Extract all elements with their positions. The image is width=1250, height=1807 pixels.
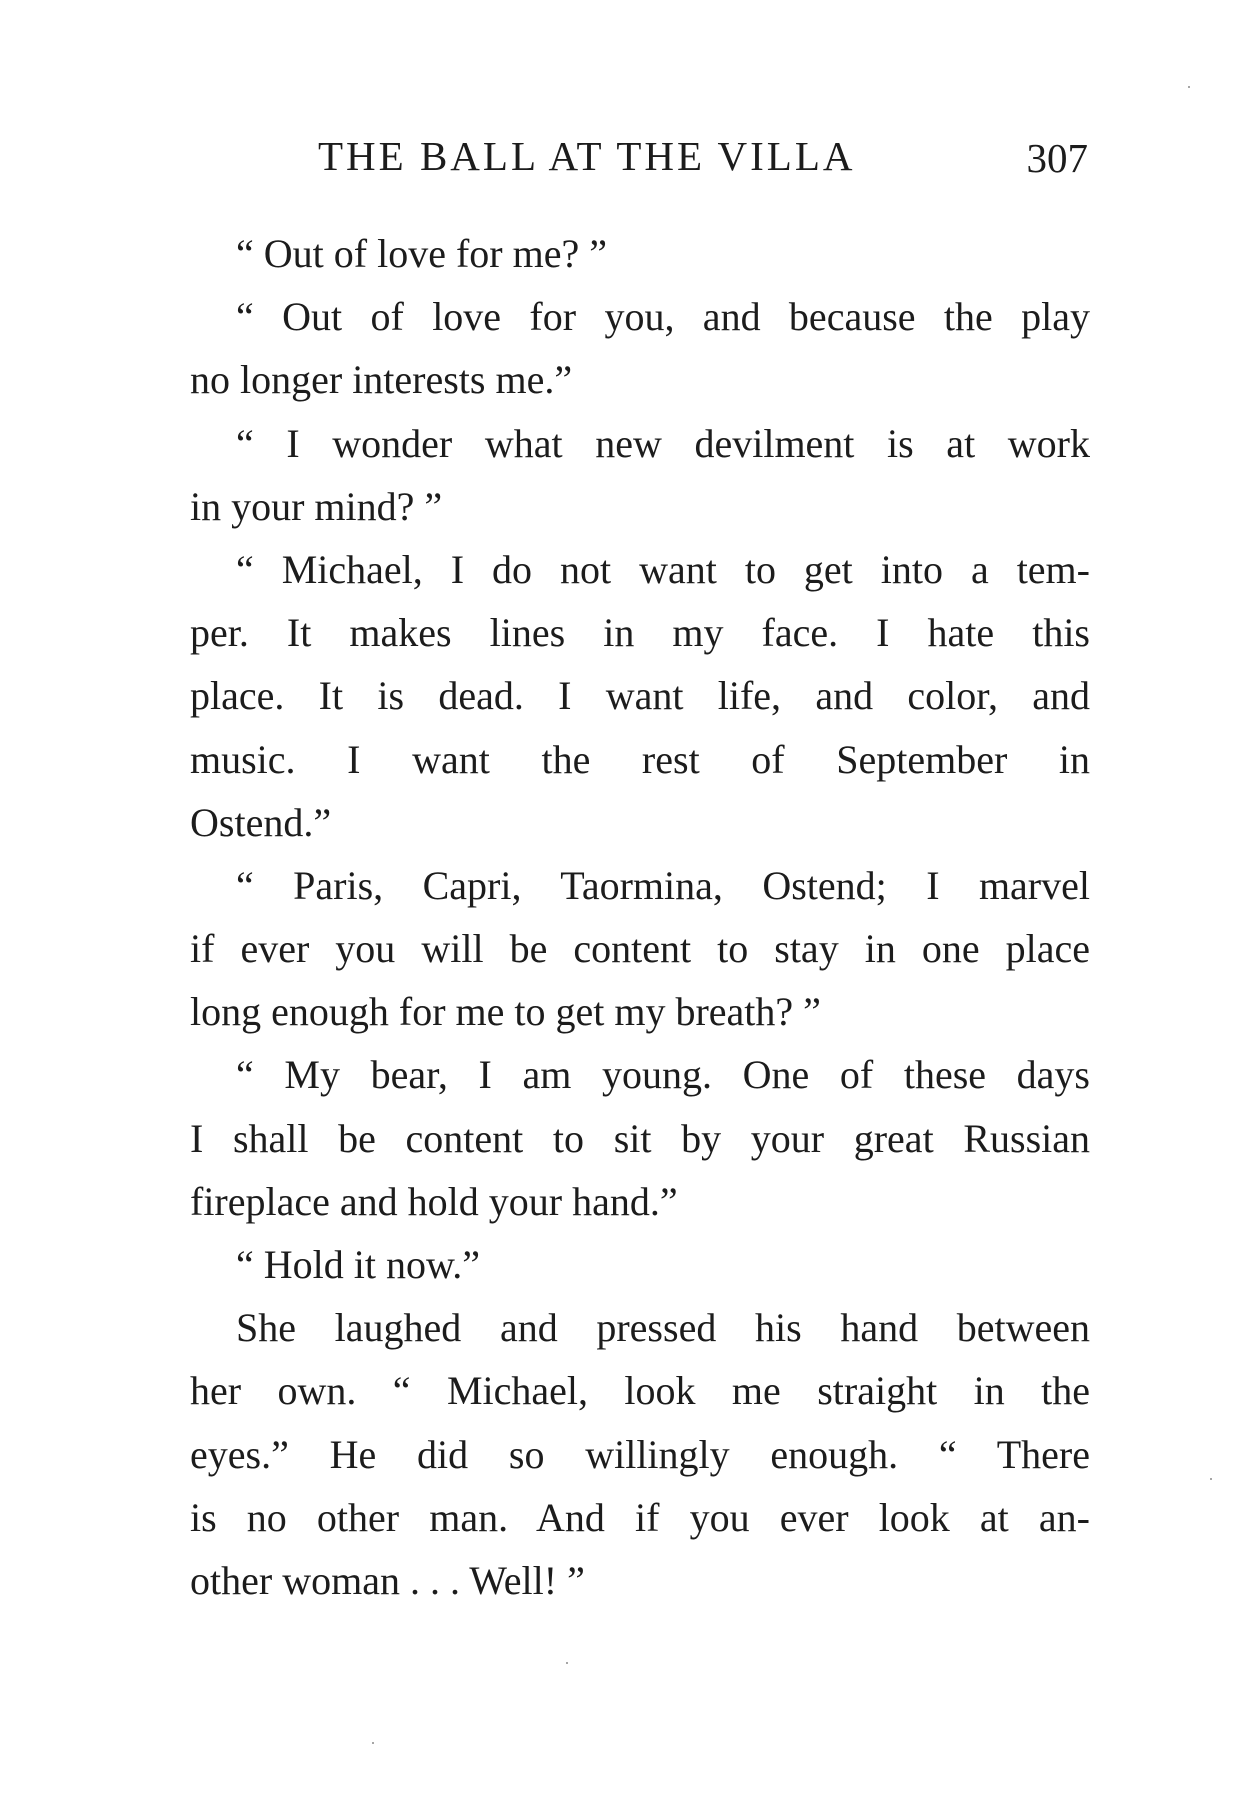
text-line: is no other man. And if you ever look at an-: [190, 1494, 1090, 1540]
text-line: “ My bear, I am young. One of these days: [236, 1052, 1090, 1098]
body-text: [190, 222, 1090, 1612]
text-line: no longer interests me.”: [190, 357, 573, 403]
text-line: per. It makes lines in my face. I hate this: [190, 610, 1090, 656]
paper-speck: [372, 1742, 374, 1744]
text-line: her own. “ Michael, look me straight in the: [190, 1368, 1090, 1414]
text-line: fireplace and hold your hand.”: [190, 1178, 678, 1224]
text-line: other woman . . . Well! ”: [190, 1557, 585, 1603]
text-line: in your mind? ”: [190, 483, 443, 529]
paper-speck: [1210, 1478, 1212, 1480]
text-line: Ostend.”: [190, 799, 332, 845]
running-title: THE BALL AT THE VILLA: [318, 133, 856, 179]
text-line: music. I want the rest of September in: [190, 736, 1090, 782]
paper-speck: [566, 1662, 568, 1664]
text-line: eyes.” He did so willingly enough. “ There: [190, 1431, 1090, 1477]
text-line: long enough for me to get my breath? ”: [190, 989, 821, 1035]
text-line: “ Hold it now.”: [236, 1242, 481, 1287]
paper-speck: [1188, 86, 1190, 88]
text-line: “ Out of love for me? ”: [236, 231, 607, 276]
page-number: 307: [1026, 135, 1088, 181]
text-line: “ Paris, Capri, Taormina, Ostend; I marvel: [236, 862, 1090, 908]
text-line: She laughed and pressed his hand between: [236, 1305, 1090, 1351]
text-line: “ I wonder what new devilment is at work: [236, 420, 1090, 466]
text-line: “ Michael, I do not want to get into a tem-: [236, 546, 1090, 592]
running-header: [318, 132, 1088, 192]
text-line: I shall be content to sit by your great Russian: [190, 1115, 1090, 1161]
text-line: place. It is dead. I want life, and color, and: [190, 673, 1090, 719]
text-line: if ever you will be content to stay in one place: [190, 926, 1090, 972]
text-line: “ Out of love for you, and because the play: [236, 294, 1090, 340]
